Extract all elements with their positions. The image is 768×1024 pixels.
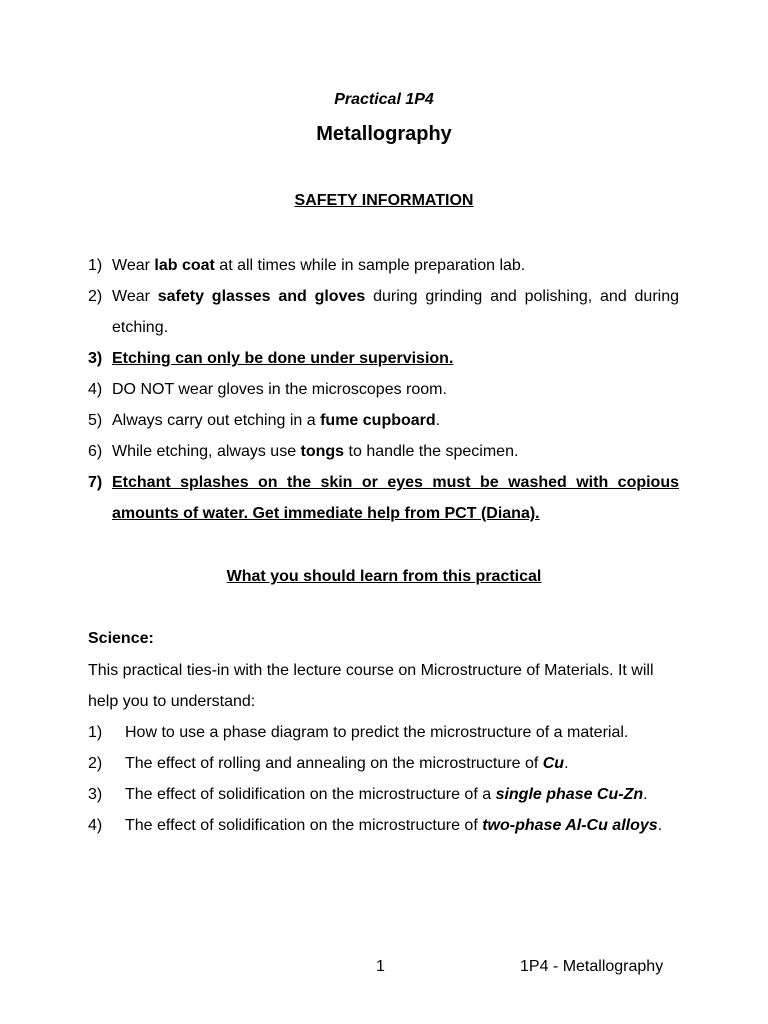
list-item: 1) How to use a phase diagram to predict the microstructure of a material.: [88, 724, 629, 741]
learn-list: [88, 717, 679, 841]
footer-title: 1P4 - Metallography: [520, 958, 664, 975]
list-item: 3) Etching can only be done under supervision.: [88, 350, 454, 367]
science-heading: Science:: [88, 630, 154, 647]
list-item: 7) Etchant splashes on the skin or eyes must be washed with copious amounts of water. Get immediate help from PCT (Diana).: [88, 474, 679, 522]
list-item: 3) The effect of solidification on the microstructure of a single phase Cu-Zn.: [88, 786, 648, 803]
learn-heading: What you should learn from this practical: [226, 568, 542, 585]
safety-heading: SAFETY INFORMATION: [294, 192, 474, 209]
practical-subtitle: Practical 1P4: [334, 91, 434, 108]
page-title: Metallography: [316, 123, 452, 145]
page-number: 1: [376, 958, 385, 975]
list-item: 1) Wear lab coat at all times while in sample preparation lab.: [88, 257, 526, 274]
safety-list: [88, 250, 679, 529]
list-item: 2) Wear safety glasses and gloves during grinding and polishing, and during etching.: [88, 288, 680, 336]
list-item: 5) Always carry out etching in a fume cupboard.: [88, 412, 441, 429]
science-intro: This practical ties-in with the lecture course on Microstructure of Materials. It will help you to understand:: [88, 662, 654, 710]
list-item: 4) DO NOT wear gloves in the microscopes room.: [88, 381, 447, 398]
list-item: 6) While etching, always use tongs to handle the specimen.: [88, 443, 519, 460]
list-item: 2) The effect of rolling and annealing on the microstructure of Cu.: [88, 755, 569, 772]
list-item: 4) The effect of solidification on the microstructure of two-phase Al-Cu alloys.: [88, 817, 663, 834]
